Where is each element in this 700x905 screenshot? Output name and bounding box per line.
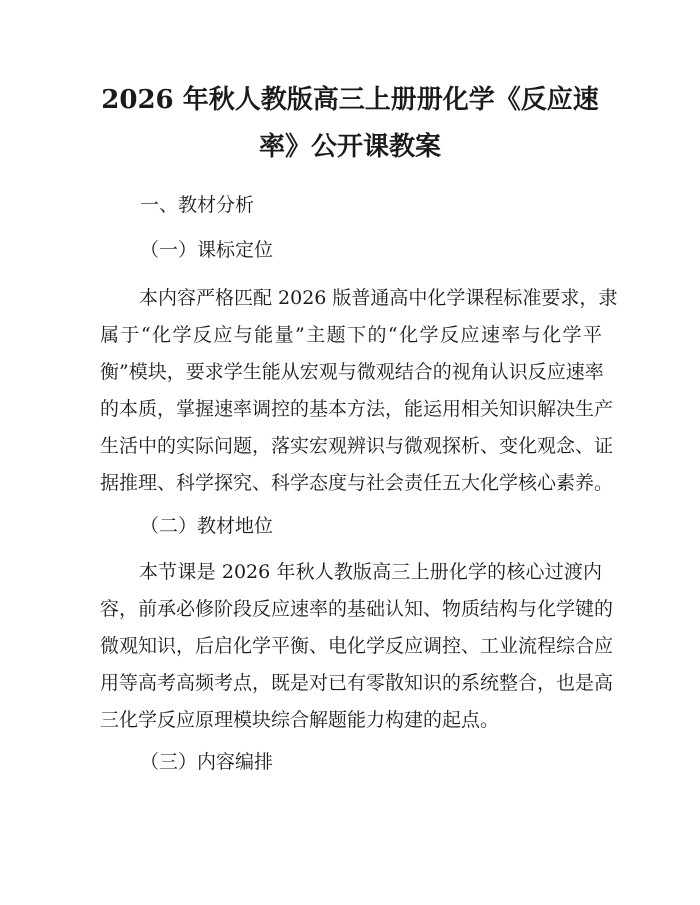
paragraph-line: 本节课是 2026 年秋人教版高三上册化学的核心过渡内 (139, 561, 602, 583)
subsection-heading-standards: （一）课标定位 (140, 239, 274, 261)
paragraph-line: 用等高考高频考点，既是对已有零散知识的系统整合，也是高 (100, 672, 614, 694)
document-title-line-2: 率》公开课教案 (258, 132, 441, 162)
paragraph-line: 属于“化学反应与能量”主题下的“化学反应速率与化学平 (100, 324, 602, 346)
document-title-line-1: 2026 年秋人教版高三上册册化学《反应速 (101, 85, 599, 115)
paragraph-line: 据推理、科学探究、科学态度与社会责任五大化学核心素养。 (100, 472, 614, 494)
subsection-heading-textbook-position: （二）教材地位 (140, 515, 274, 537)
paragraph-line: 衡”模块，要求学生能从宏观与微观结合的视角认识反应速率 (100, 361, 604, 383)
subsection-heading-content-arrangement: （三）内容编排 (140, 751, 274, 773)
paragraph-line: 生活中的实际问题，落实宏观辨识与微观探析、变化观念、证 (100, 435, 614, 457)
paragraph-line: 本内容严格匹配 2026 版普通高中化学课程标准要求，隶 (139, 287, 618, 309)
paragraph-line: 微观知识，后启化学平衡、电化学反应调控、工业流程综合应 (100, 635, 614, 657)
paragraph-line: 三化学反应原理模块综合解题能力构建的起点。 (100, 709, 500, 731)
paragraph-line: 的本质，掌握速率调控的基本方法，能运用相关知识解决生产 (100, 398, 614, 420)
section-heading: 一、教材分析 (140, 194, 255, 216)
paragraph-line: 容，前承必修阶段反应速率的基础认知、物质结构与化学键的 (100, 598, 614, 620)
